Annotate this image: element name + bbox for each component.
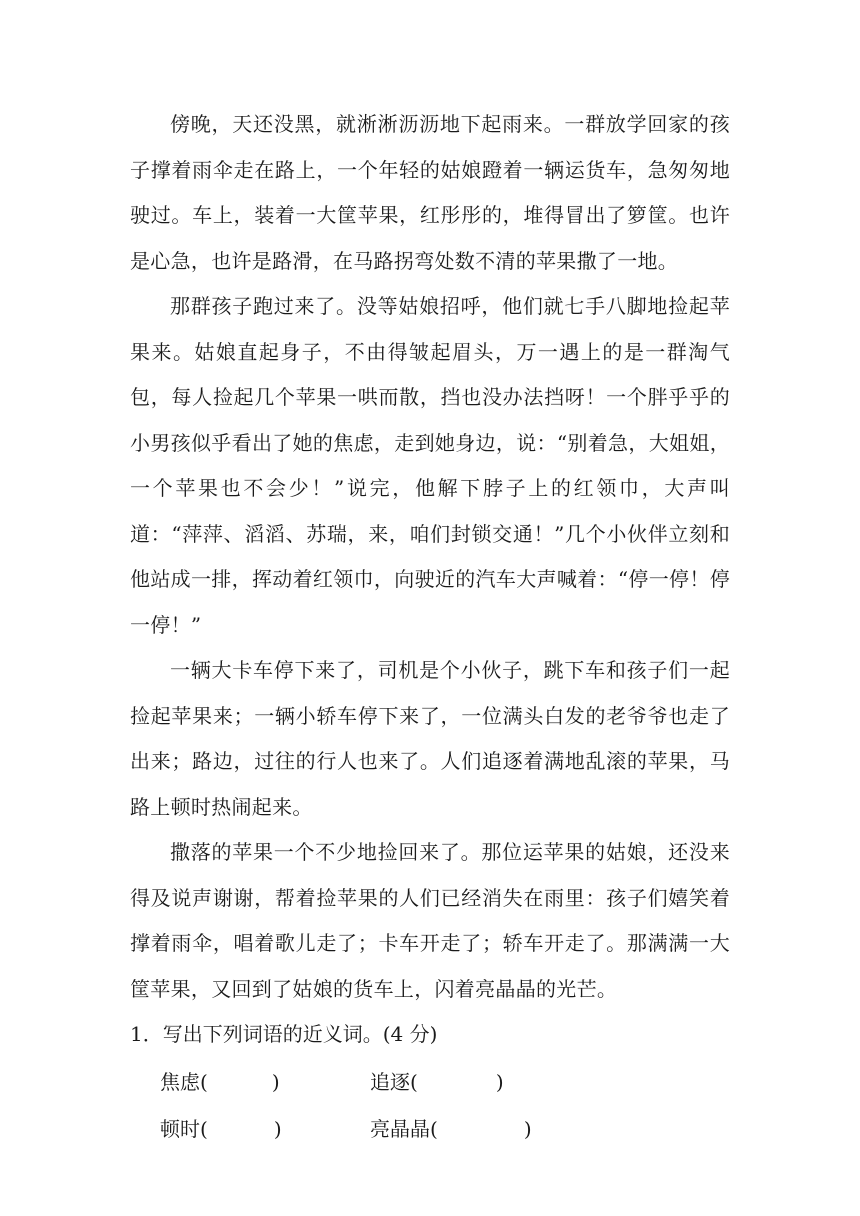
document-page <box>130 102 730 1153</box>
word-row-2 <box>130 1107 730 1153</box>
passage-paragraph-1: 傍晚，天还没黑，就淅淅沥沥地下起雨来。一群放学回家的孩子撑着雨伞走在路上，一个年轻的姑娘蹬着一辆运货车，急匆匆地驶过。车上，装着一大筐苹果，红彤彤的，堆得冒出了箩筐。也许是心急，也许是路滑，在马路拐弯处数不清的苹果撒了一地。 <box>130 112 730 273</box>
word-item-zhuizhu <box>370 1060 504 1106</box>
word-item-liangjingjing <box>370 1107 532 1153</box>
word-item-dunshi <box>130 1107 370 1153</box>
passage-paragraph-2: 那群孩子跑过来了。没等姑娘招呼，他们就七手八脚地捡起苹果来。姑娘直起身子，不由得皱起眉头，万一遇上的是一群淘气包，每人捡起几个苹果一哄而散，挡也没办法挡呀！一个胖乎乎的小男孩似乎看出了她的焦虑，走到她身边，说：“别着急，大姐姐，一个苹果也不会少！”说完，他解下脖子上的红领巾，大声叫道：“萍萍、滔滔、苏瑞，来，咱们封锁交通！”几个小伙伴立刻和他站成一排，挥动着红领巾，向驶近的汽车大声喊着：“停一停！停一停！” <box>130 294 730 637</box>
answer-blank[interactable] <box>438 1107 524 1153</box>
word-label: 顿时( <box>160 1117 208 1141</box>
word-label: 追逐( <box>370 1069 418 1094</box>
word-row-1 <box>130 1060 730 1106</box>
word-close-paren: ) <box>523 1117 532 1141</box>
answer-blank[interactable] <box>418 1060 496 1106</box>
word-label: 亮晶晶( <box>370 1117 438 1141</box>
answer-blank[interactable] <box>208 1060 272 1106</box>
word-close-paren: ) <box>271 1069 280 1094</box>
passage-paragraph-4: 撒落的苹果一个不少地捡回来了。那位运苹果的姑娘，还没来得及说声谢谢，帮着捡苹果的人们已经消失在雨里：孩子们嬉笑着撑着雨伞，唱着歌儿走了；卡车开走了；轿车开走了。那满满一大筐苹果，又回到了姑娘的货车上，闪着亮晶晶的光芒。 <box>130 840 730 1001</box>
question-1-prompt: 1．写出下列词语的近义词。(4 分) <box>130 1022 438 1046</box>
word-label: 焦虑( <box>160 1069 208 1094</box>
word-item-jiaolv <box>130 1060 370 1106</box>
passage-paragraph-3: 一辆大卡车停下来了，司机是个小伙子，跳下车和孩子们一起捡起苹果来；一辆小轿车停下来了，一位满头白发的老爷爷也走了出来；路边，过往的行人也来了。人们追逐着满地乱滚的苹果，马路上顿时热闹起来。 <box>130 658 730 819</box>
answer-blank[interactable] <box>208 1107 274 1153</box>
word-close-paren: ) <box>273 1117 282 1141</box>
word-close-paren: ) <box>495 1069 504 1094</box>
